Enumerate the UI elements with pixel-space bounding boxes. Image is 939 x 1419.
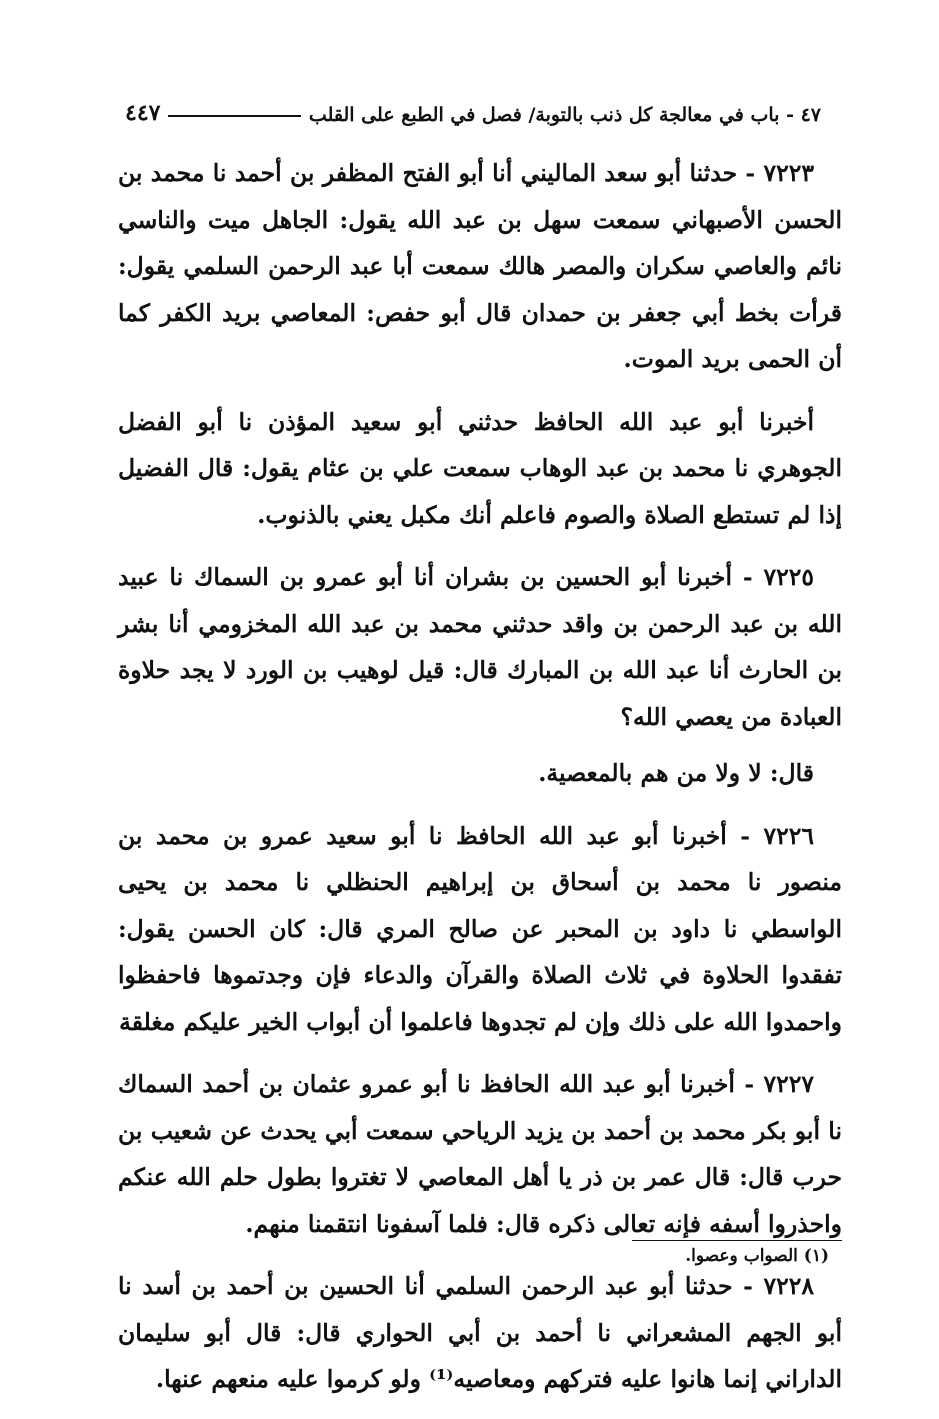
paragraph: ٧٢٢٦ - أخبرنا أبو عبد الله الحافظ نا أبو سعيد عمرو بن محمد بن منصور نا محمد بن أسحاق بن إبراهيم الحنظلي نا محمد بن يحيى الواسطي نا داود بن المحبر عن صالح المري قال: كان الحسن يقول: تفقدوا الحلاوة في ثلاث الصلاة والقرآن والدعاء فإن وجدتموها فاحفظوا واحمدوا الله على ذلك وإن لم تجدوها فاعلموا أن أبواب الخير عليكم مغلقة: [118, 821, 842, 1036]
header-rule: [168, 115, 300, 117]
paragraph: أخبرنا أبو عبد الله الحافظ حدثني أبو سعيد المؤذن نا أبو الفضل الجوهري نا محمد بن عبد الوهاب سمعت علي بن عثام يقول: قال الفضيل إذا لم تستطع الصلاة والصوم فاعلم أنك مكبل يعني بالذنوب.: [118, 407, 842, 529]
footnote-divider: [632, 1240, 842, 1241]
footnote: (١) الصواب وعصوا.: [685, 1246, 829, 1266]
paragraph: ٧٢٢٧ - أخبرنا أبو عبد الله الحافظ نا أبو عمرو عثمان بن أحمد السماك نا أبو بكر محمد بن أحمد بن يزيد الرياحي سمعت أبي يحدث عن شعيب بن حرب قال: قال عمر بن ذر يا أهل المعاصي لا تغتروا بطول حلم الله عنكم واحذروا أسفه فإنه تعالى ذكره قال: فلما آسفونا انتقمنا منهم.: [118, 1070, 842, 1238]
page-number: ٤٤٧: [125, 100, 161, 126]
paragraph: ٧٢٢٨ - حدثنا أبو عبد الرحمن السلمي أنا الحسين بن أحمد بن أسد نا أبو الجهم المشعراني نا أحمد بن أبي الحواري قال: قال أبو سليمان الداراني إنما هانوا عليه فتركهم ومعاصيه⁽¹⁾ ولو كرموا عليه منعهم عنها.: [118, 1272, 842, 1393]
page-body: [118, 150, 842, 1419]
paragraph: ٧٢٢٣ - حدثنا أبو سعد الماليني أنا أبو الفتح المظفر بن أحمد نا محمد بن الحسن الأصبهاني سمعت سهل بن عبد الله يقول: الجاهل ميت والناسي نائم والعاصي سكران والمصر هالك سمعت أبا عبد الرحمن السلمي يقول: قرأت بخط أبي جعفر بن حمدان قال أبو حفص: المعاصي بريد الكفر كما أن الحمى بريد الموت.: [118, 159, 842, 373]
paragraph: ٧٢٢٥ - أخبرنا أبو الحسين بن بشران أنا أبو عمرو بن السماك نا عبيد الله بن عبد الرحمن بن واقد حدثني محمد بن عبد الله المخزومي أنا بشر بن الحارث أنا عبد الله بن المبارك قال: قيل لوهيب بن الورد لا يجد حلاوة العبادة من يعصي الله؟: [118, 563, 842, 731]
chapter-title: ٤٧ - باب في معالجة كل ذنب بالتوبة/ فصل في الطبع على القلب: [308, 104, 821, 126]
running-header: [125, 92, 821, 126]
paragraph: قال: لا ولا من هم بالمعصية.: [538, 759, 814, 787]
